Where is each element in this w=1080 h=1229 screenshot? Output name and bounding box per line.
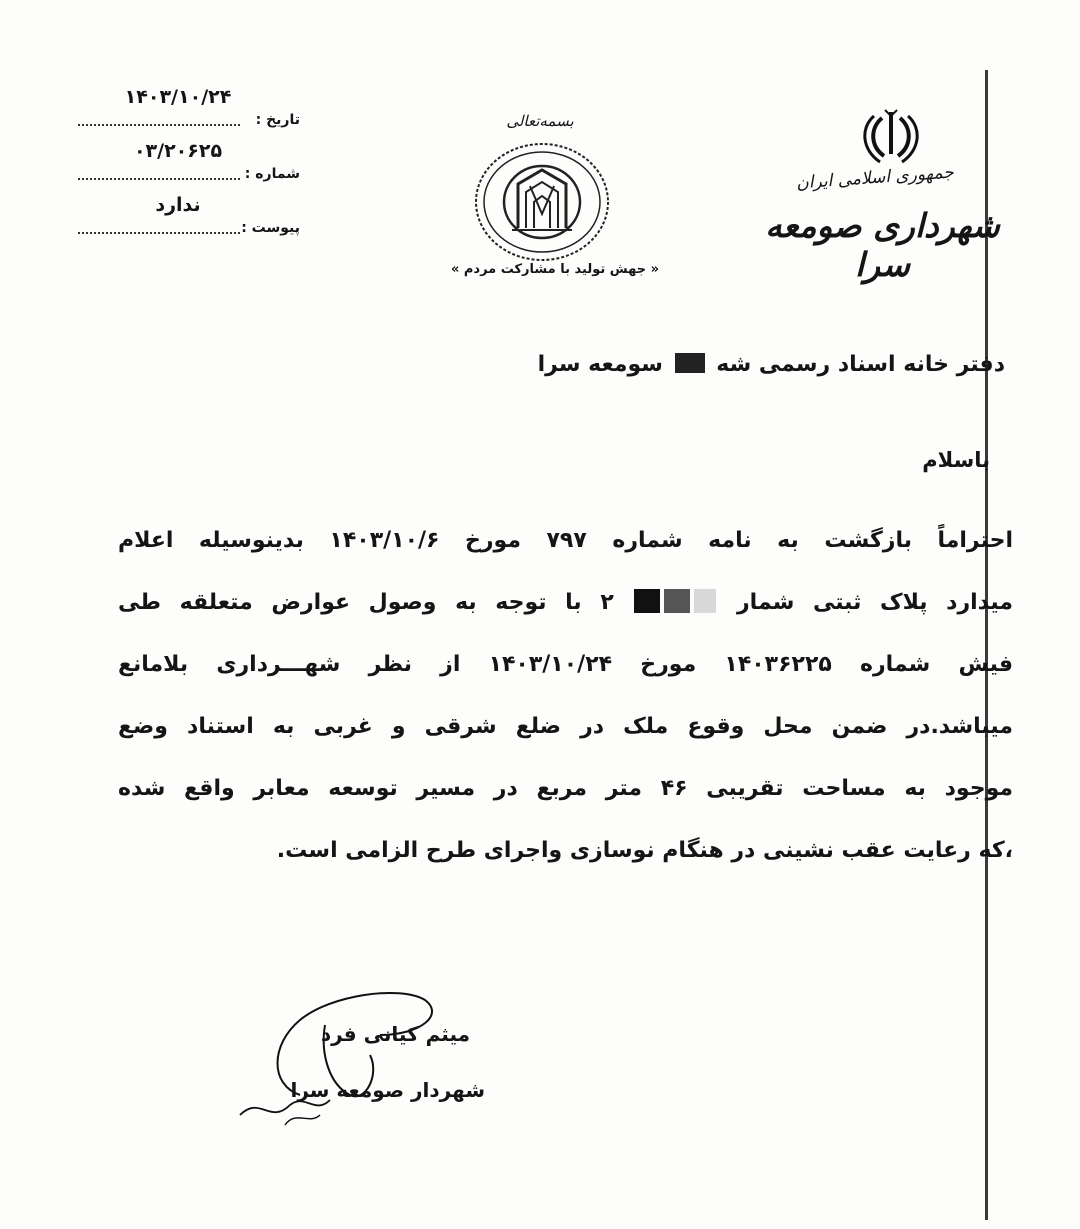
number-value: ۰۳/۲۰۶۲۵ <box>133 140 223 162</box>
bismillah-text: بسمه‌تعالی <box>506 112 574 130</box>
meta-date <box>78 86 308 140</box>
body-line: احتراماً بازگشت به نامه شماره ۷۹۷ مورخ ۱۴۰۳/۱۰/۶ بدینوسیله اعلام <box>118 528 1013 553</box>
handwritten-signature <box>230 975 450 1135</box>
recipient-end: سومعه سرا <box>537 352 663 377</box>
signer-name: میثم کیانی فرد <box>320 1022 470 1046</box>
redaction-mark <box>694 589 716 613</box>
recipient-start: دفتر خانه اسناد رسمی شه <box>716 352 1005 377</box>
body-line-part: میدارد پلاک ثبتی شمار <box>737 590 1013 615</box>
motto-text: « جهش تولید با مشارکت مردم » <box>450 262 660 277</box>
iran-emblem-icon <box>860 108 922 168</box>
attachment-value: ندارد <box>155 194 201 216</box>
body-line-part: ۲ با توجه به وصول عوارض متعلقه طی <box>118 590 614 615</box>
body-line: ،که رعایت عقب نشینی در هنگام نوسازی واجرای طرح الزامی است. <box>276 838 1013 863</box>
meta-attachment <box>78 194 308 248</box>
number-label: شماره : <box>244 166 300 182</box>
meta-number <box>78 140 308 194</box>
dotted-line <box>78 178 240 180</box>
body-line: فیش شماره ۱۴۰۳۶۲۲۵ مورخ ۱۴۰۳/۱۰/۲۴ از نظر شهـــرداری بلامانع <box>118 652 1013 677</box>
body-line <box>118 572 1013 634</box>
municipality-seal-icon <box>472 140 612 265</box>
dotted-line <box>78 232 240 234</box>
dotted-line <box>78 124 240 126</box>
redaction-mark <box>634 589 660 613</box>
redaction-mark <box>664 589 690 613</box>
salutation: باسلام <box>922 448 990 472</box>
municipality-title: شهرداری صومعه سرا <box>765 206 1000 284</box>
recipient-line <box>150 352 1005 377</box>
date-value: ۱۴۰۳/۱۰/۲۴ <box>124 86 232 108</box>
date-label: تاریخ : <box>255 112 300 128</box>
letter-meta <box>78 86 308 248</box>
body-line: موجود به مساحت تقریبی ۴۶ متر مربع در مسیر توسعه معابر واقع شده <box>118 776 1013 801</box>
letter-body <box>118 510 1013 882</box>
attachment-label: پیوست : <box>241 220 300 236</box>
republic-title: جمهوری اسلامی ایران <box>795 162 955 194</box>
signer-title: شهردار صومعه سرا <box>290 1078 485 1102</box>
body-line: میباشد.در ضمن محل وقوع ملک در ضلع شرقی و غربی به استناد وضع <box>118 714 1013 739</box>
redaction-mark <box>675 353 705 373</box>
